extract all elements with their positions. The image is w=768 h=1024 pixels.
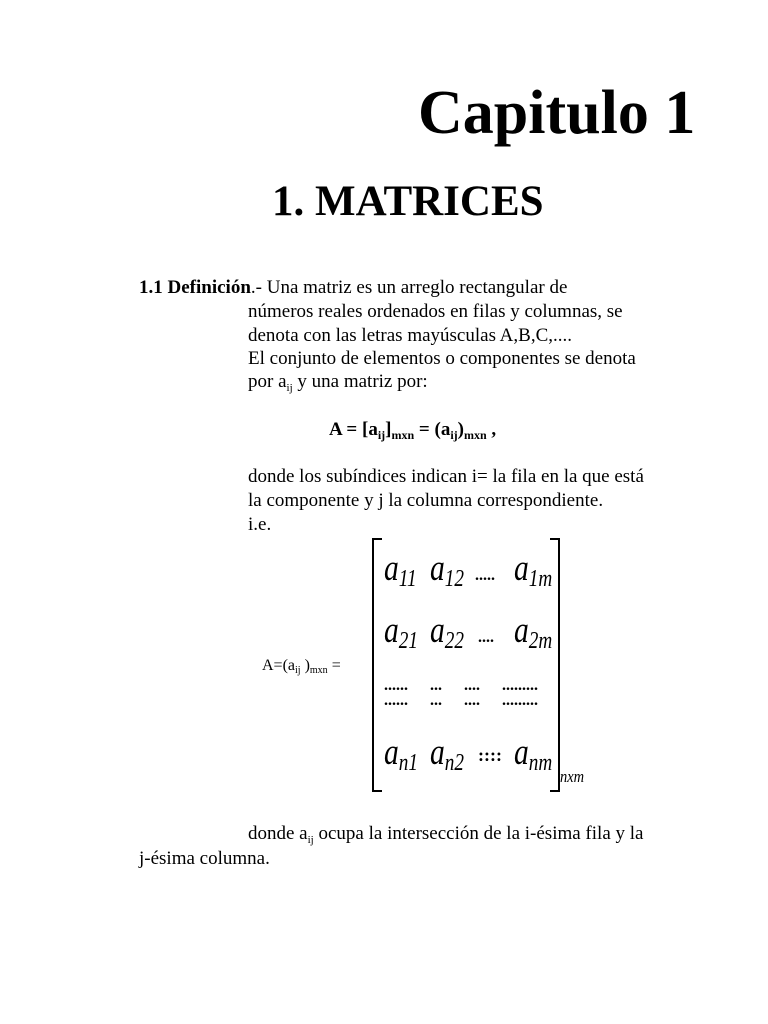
closing-line-1-post: ocupa la intersección de la i-ésima fila y la	[313, 823, 644, 844]
matrix-ellipsis: .........	[502, 677, 538, 694]
explanation-line-1: donde los subíndices indican i= la fila en la que está	[248, 466, 644, 487]
matrix-entry-a21: a21	[384, 610, 418, 654]
matrix-label-post: =	[327, 657, 341, 674]
matrix-ellipsis: ....	[478, 629, 494, 646]
formula-sub-2: mxn	[391, 428, 415, 442]
matrix-ellipsis: ......	[384, 692, 408, 709]
formula-part-2: ]	[385, 419, 392, 440]
matrix-row-1	[372, 550, 560, 594]
formula-sub-4: mxn	[464, 428, 487, 442]
matrix-entry-a1m: a1m	[514, 548, 553, 592]
formula-part-5: ,	[486, 419, 497, 440]
matrix-entry-a22: a22	[430, 610, 464, 654]
matrix-entry-a2m: a2m	[514, 610, 553, 654]
formula-part-1: A = [a	[329, 419, 378, 440]
definition-line-5-pre: por a	[248, 371, 287, 392]
closing-line-1	[248, 823, 644, 846]
explanation-line-2: la componente y j la columna correspondiente.	[248, 490, 604, 511]
matrix-notation-formula	[329, 419, 497, 442]
matrix-ellipsis: .....	[475, 567, 495, 584]
matrix-size-label: nxm	[560, 767, 585, 786]
matrix-ellipsis: ....	[464, 692, 480, 709]
matrix-ellipsis: .........	[502, 692, 538, 709]
definition-line-3: denota con las letras mayúsculas A,B,C,....	[248, 325, 572, 346]
matrix-row-n	[372, 734, 560, 778]
definition-line-4: El conjunto de elementos o componentes se denota	[248, 348, 636, 369]
formula-sub-3: ij	[450, 428, 458, 442]
definition-label: 1.1 Definición	[139, 277, 251, 298]
closing-line-1-pre: donde a	[248, 823, 308, 844]
matrix-entry-a12: a12	[430, 548, 464, 592]
matrix-label-mid: )	[300, 657, 310, 674]
closing-line-2: j-ésima columna.	[139, 848, 270, 869]
section-heading: 1. MATRICES	[272, 178, 544, 225]
explanation-line-3: i.e.	[248, 514, 272, 535]
definition-line-1	[139, 278, 567, 297]
matrix-entry-an1: an1	[384, 732, 418, 776]
matrix-entry-a11: a11	[384, 548, 417, 592]
matrix-entry-an2: an2	[430, 732, 464, 776]
formula-sub-1: ij	[377, 428, 386, 442]
matrix-ellipsis: ......	[384, 677, 408, 694]
definition-line-2: números reales ordenados en filas y columnas, se	[248, 301, 623, 322]
matrix-ellipsis: ....	[464, 677, 480, 694]
matrix-ellipsis: ...	[430, 692, 442, 709]
definition-line-5	[248, 371, 428, 394]
matrix-label-pre: A=(a	[262, 657, 296, 674]
matrix-label-sub-2: mxn	[309, 665, 328, 676]
matrix-dots-row-2	[372, 693, 560, 737]
chapter-title: Capitulo 1	[418, 79, 696, 147]
matrix-label-sub-1: ij	[295, 665, 301, 676]
matrix-label	[262, 658, 341, 674]
matrix-row-2	[372, 612, 560, 656]
matrix-vertical-dots: ::::	[478, 745, 502, 765]
definition-line-5-post: y una matriz por:	[292, 371, 428, 392]
definition-line-1-text: .- Una matriz es un arreglo rectangular de	[250, 277, 568, 298]
closing-line-1-subscript: ij	[307, 834, 314, 846]
matrix-ellipsis: ...	[430, 677, 442, 694]
matrix-entry-anm: anm	[514, 732, 553, 776]
formula-part-3: = (a	[414, 419, 451, 440]
matrix-display	[372, 538, 560, 790]
definition-line-5-subscript: ij	[286, 382, 293, 394]
formula-part-4: )	[457, 419, 464, 440]
